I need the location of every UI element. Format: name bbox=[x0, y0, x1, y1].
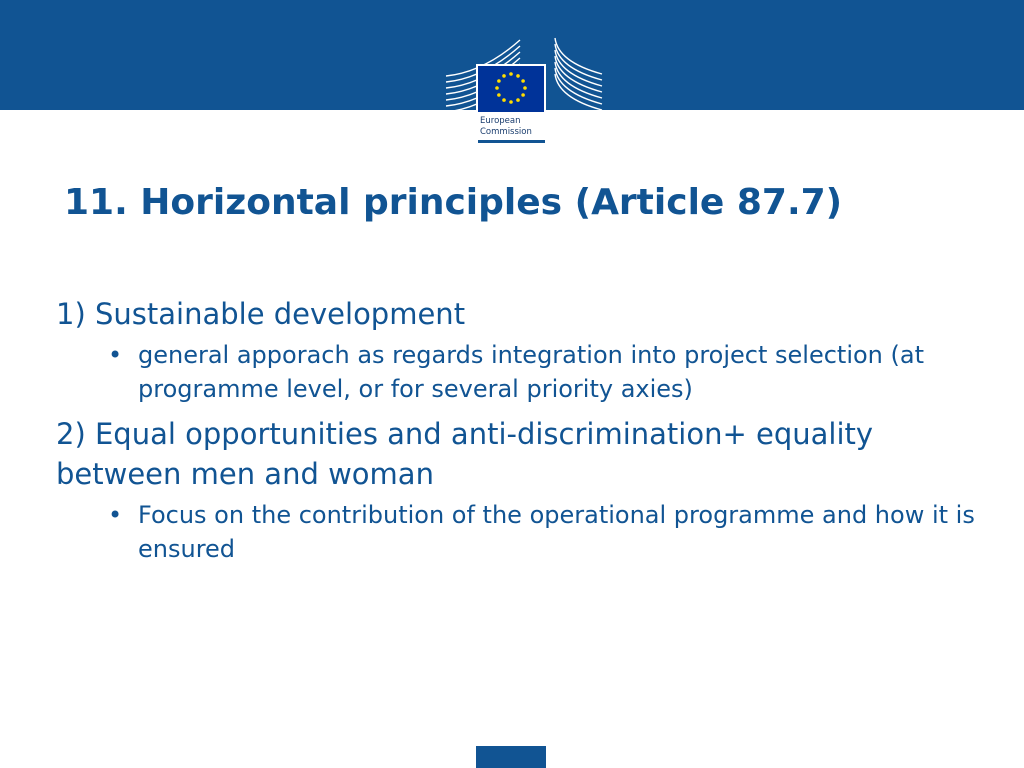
logo-text bbox=[480, 116, 532, 138]
footer-tab bbox=[476, 746, 546, 768]
slide-title: 11. Horizontal principles (Article 87.7) bbox=[64, 182, 843, 223]
logo-line-2: Commission bbox=[480, 127, 532, 137]
bullet: • bbox=[108, 501, 123, 529]
logo-underline bbox=[478, 140, 545, 143]
sub-list-1 bbox=[56, 338, 976, 406]
slide-body bbox=[56, 294, 976, 566]
list-item-text: general apporach as regards integration into project selection (at programme level, or for several priority axies) bbox=[138, 341, 924, 403]
european-commission-logo bbox=[444, 34, 604, 146]
bullet: • bbox=[108, 341, 123, 369]
list-item-text: Focus on the contribution of the operational programme and how it is ensured bbox=[138, 501, 975, 563]
list-item bbox=[108, 498, 976, 566]
sub-list-2 bbox=[56, 498, 976, 566]
logo-line-1: European bbox=[480, 116, 521, 126]
point-sustainable-development: 1) Sustainable development bbox=[56, 297, 466, 331]
list-item bbox=[108, 338, 976, 406]
point-equal-opportunities: 2) Equal opportunities and anti-discrimination+ equality between men and woman bbox=[56, 417, 874, 491]
